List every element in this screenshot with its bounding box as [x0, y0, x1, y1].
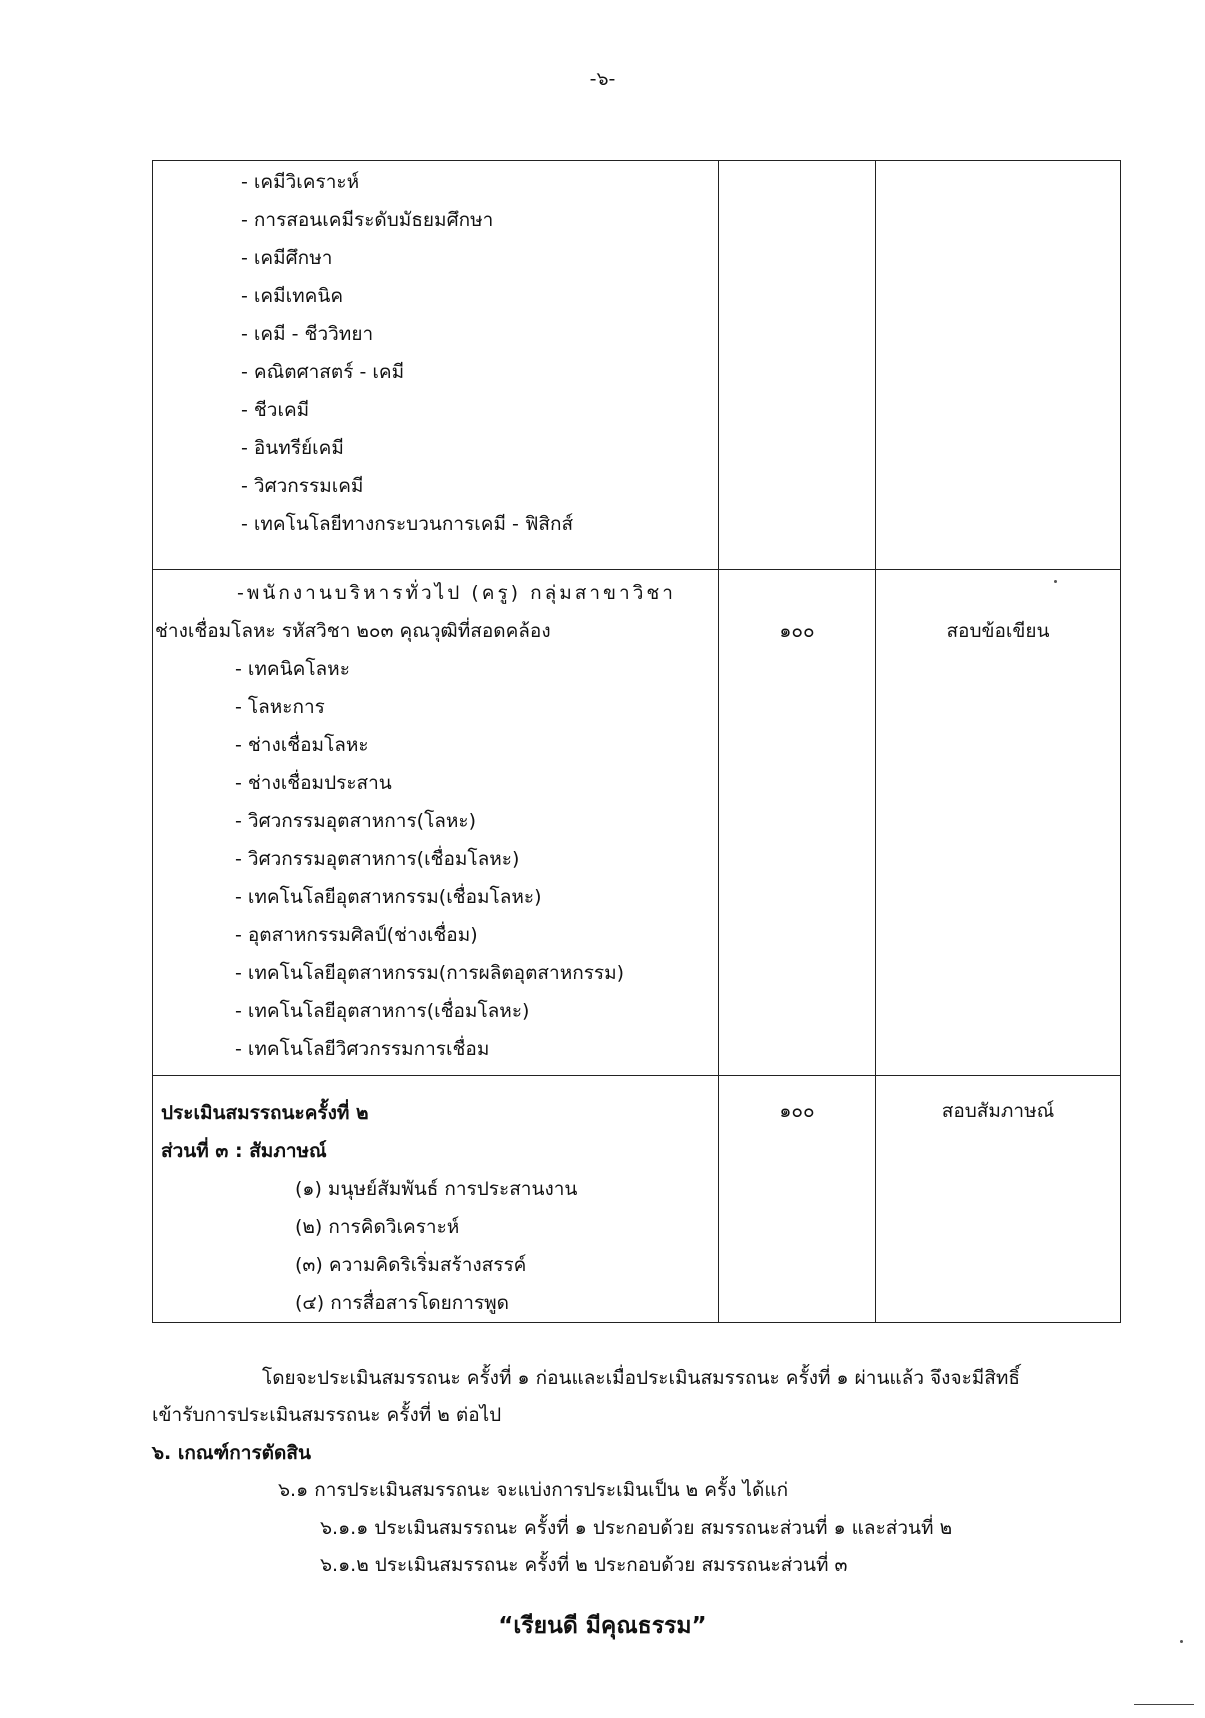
section-subtitle: ส่วนที่ ๓ : สัมภาษณ์	[161, 1140, 327, 1162]
score-value: ๑๐๐	[779, 620, 815, 642]
section-subitem-1: ๖.๑.๑ ประเมินสมรรถนะ ครั้งที่ ๑ ประกอบด้วย สมรรถนะส่วนที่ ๑ และส่วนที่ ๒	[320, 1517, 953, 1539]
paragraph-line-1: โดยจะประเมินสมรรถนะ ครั้งที่ ๑ ก่อนและเมื่อประเมินสมรรถนะ ครั้งที่ ๑ ผ่านแล้ว จึงจะมีสิทธิ์	[262, 1367, 1021, 1389]
method-cell	[876, 570, 1121, 1076]
list-item: - เทคโนโลยีอุตสาหกรรม(เชื่อมโลหะ)	[235, 886, 542, 908]
method-value: สอบข้อเขียน	[946, 620, 1050, 642]
list-item: - ช่างเชื่อมโลหะ	[235, 734, 369, 756]
criteria-table	[152, 160, 1121, 1323]
method-cell	[876, 1076, 1121, 1323]
list-item: - การสอนเคมีระดับมัธยมศึกษา	[241, 209, 494, 231]
score-value: ๑๐๐	[779, 1100, 815, 1122]
list-item: - วิศวกรรมอุตสาหการ(โลหะ)	[235, 810, 477, 832]
scan-speck	[1180, 1640, 1183, 1643]
list-item: - วิศวกรรมอุตสาหการ(เชื่อมโลหะ)	[235, 848, 520, 870]
list-item: - เทคโนโลยีวิศวกรรมการเชื่อม	[235, 1038, 490, 1060]
section-subitem-2: ๖.๑.๒ ประเมินสมรรถนะ ครั้งที่ ๒ ประกอบด้วย สมรรถนะส่วนที่ ๓	[320, 1554, 848, 1576]
list-item: - เคมีศึกษา	[241, 247, 333, 269]
list-item: - เทคนิคโลหะ	[235, 658, 350, 680]
list-item: - เคมี - ชีววิทยา	[241, 323, 374, 345]
table-row	[153, 161, 1121, 570]
method-value: สอบสัมภาษณ์	[941, 1100, 1055, 1122]
score-cell	[719, 161, 876, 570]
subject-cell	[153, 570, 719, 1076]
score-cell	[719, 1076, 876, 1323]
list-item: - อุตสาหกรรมศิลป์(ช่างเชื่อม)	[235, 924, 478, 946]
list-item: (๒) การคิดวิเคราะห์	[295, 1216, 460, 1238]
list-item: - เคมีเทคนิค	[241, 285, 344, 307]
table-row	[153, 570, 1121, 1076]
list-item: - เทคโนโลยีอุตสาหกรรม(การผลิตอุตสาหกรรม)	[235, 962, 625, 984]
edge-mark	[1134, 1704, 1194, 1705]
list-item: - คณิตศาสตร์ - เคมี	[241, 361, 405, 383]
section-item: ๖.๑ การประเมินสมรรถนะ จะแบ่งการประเมินเป็น ๒ ครั้ง ได้แก่	[278, 1479, 789, 1501]
paragraph-line-2: เข้ารับการประเมินสมรรถนะ ครั้งที่ ๒ ต่อไป	[152, 1404, 502, 1426]
list-item: - ชีวเคมี	[241, 399, 310, 421]
list-item: - เทคโนโลยีอุตสาหการ(เชื่อมโลหะ)	[235, 1000, 530, 1022]
method-cell	[876, 161, 1121, 570]
group-heading: -พนักงานบริหารทั่วไป (ครู) กลุ่มสาขาวิชา	[237, 582, 676, 604]
motto: “เรียนดี มีคุณธรรม”	[498, 1613, 707, 1639]
group-subheading: ช่างเชื่อมโลหะ รหัสวิชา ๒๐๓ คุณวุฒิที่สอดคล้อง	[155, 620, 551, 642]
page-number: -๖-	[589, 68, 616, 90]
list-item: (๓) ความคิดริเริ่มสร้างสรรค์	[295, 1254, 527, 1276]
list-item: - ช่างเชื่อมประสาน	[235, 772, 392, 794]
section-heading: ๖. เกณฑ์การตัดสิน	[152, 1442, 311, 1464]
list-item: (๔) การสื่อสารโดยการพูด	[295, 1292, 510, 1314]
list-item: - อินทรีย์เคมี	[241, 437, 344, 459]
list-item: - เคมีวิเคราะห์	[241, 171, 360, 193]
section-title: ประเมินสมรรถนะครั้งที่ ๒	[161, 1102, 369, 1124]
list-item: - โลหะการ	[235, 696, 325, 718]
list-item: - เทคโนโลยีทางกระบวนการเคมี - ฟิสิกส์	[241, 513, 574, 535]
table-row	[153, 1076, 1121, 1323]
scan-speck	[1054, 580, 1057, 583]
subject-cell	[153, 1076, 719, 1323]
score-cell	[719, 570, 876, 1076]
subject-cell	[153, 161, 719, 570]
list-item: (๑) มนุษย์สัมพันธ์ การประสานงาน	[295, 1178, 578, 1200]
list-item: - วิศวกรรมเคมี	[241, 475, 364, 497]
